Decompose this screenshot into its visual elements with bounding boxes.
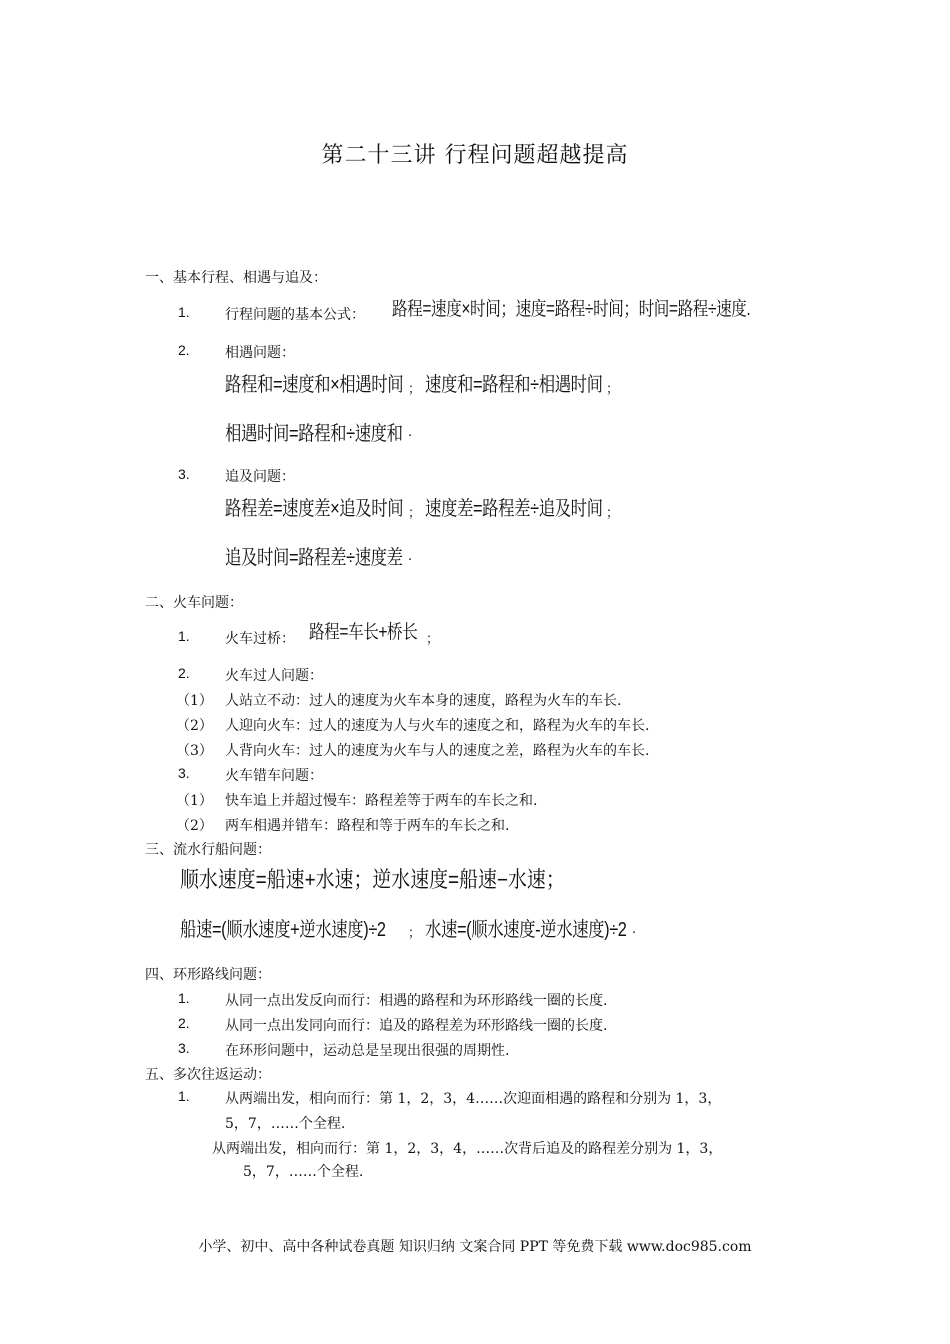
list-item: 从同一点出发同向而行：追及的路程差为环形路线一圈的长度. [225, 1018, 608, 1034]
meet-formula-2: 速度和=路程和÷相遇时间 [425, 374, 603, 396]
s2-item3-label: 火车错车问题： [225, 768, 323, 784]
s2-item2-number: 2. [178, 665, 190, 681]
s1-basic-formula: 路程=速度×时间；速度=路程÷时间；时间=路程÷速度. [392, 299, 751, 320]
sub-text: 快车追上并超过慢车：路程差等于两车的车长之和. [225, 793, 538, 809]
s2-item1-label: 火车过桥： [225, 631, 295, 647]
page-title: 第二十三讲 行程问题超越提高 [321, 143, 629, 168]
section-2-heading: 二、火车问题： [145, 595, 243, 611]
chase-formula-1: 路程差=速度差×追及时间 [225, 498, 404, 520]
sub-number: （2） [176, 818, 213, 834]
stream-formula-2: 船速=(顺水速度+逆水速度)÷2 [180, 919, 386, 941]
sub-text: 人迎向火车：过人的速度为人与火车的速度之和，路程为火车的车长. [225, 718, 650, 734]
chase-sep-1: ； [408, 506, 422, 521]
chase-end: . [408, 549, 413, 564]
chase-formula-3: 追及时间=路程差÷速度差 [225, 547, 403, 569]
section-1-heading: 一、基本行程、相遇与追及： [145, 270, 327, 286]
sub-text: 人站立不动：过人的速度为火车本身的速度，路程为火车的车长. [225, 693, 622, 709]
sub-text: 人背向火车：过人的速度为火车与人的速度之差，路程为火车的车长. [225, 743, 650, 759]
s1-item3-label: 追及问题： [225, 469, 295, 485]
meet-end: . [408, 425, 413, 440]
s1-item2-label: 相遇问题： [225, 345, 295, 361]
s5-item1-line1: 从两端出发，相向而行：第 1，2，3，4……次迎面相遇的路程和分别为 1，3， [225, 1091, 722, 1107]
meet-formula-3: 相遇时间=路程和÷速度和 [225, 423, 403, 445]
section-3-heading: 三、流水行船问题： [145, 842, 271, 858]
sub-number: （2） [176, 718, 213, 734]
chase-sep-2: ； [606, 506, 620, 521]
chase-formula-2: 速度差=路程差÷追及时间 [425, 498, 603, 520]
s5-para2-line2: 5，7，……个全程. [243, 1164, 364, 1180]
train-bridge-formula: 路程=车长+桥长 [309, 622, 418, 643]
s1-item1-label: 行程问题的基本公式： [225, 307, 365, 323]
meet-sep-1: ； [408, 382, 422, 397]
meet-sep-2: ； [606, 382, 620, 397]
s2-item1-number: 1. [178, 628, 190, 644]
s1-item2-number: 2. [178, 342, 190, 358]
section-5-heading: 五、多次往返运动： [145, 1067, 271, 1083]
stream-end: . [632, 922, 637, 937]
s2-item2-label: 火车过人问题： [225, 668, 323, 684]
s5-item1-line2: 5，7，……个全程. [225, 1116, 346, 1132]
list-item: 从同一点出发反向而行：相遇的路程和为环形路线一圈的长度. [225, 993, 608, 1009]
sub-text: 两车相遇并错车：路程和等于两车的车长之和. [225, 818, 510, 834]
sub-number: （1） [176, 793, 213, 809]
s1-item1-number: 1. [178, 304, 190, 320]
meet-formula-1: 路程和=速度和×相遇时间 [225, 374, 404, 396]
list-number: 3. [178, 1040, 190, 1056]
section-4-heading: 四、环形路线问题： [145, 967, 271, 983]
page-footer: 小学、初中、高中各种试卷真题 知识归纳 文案合同 PPT 等免费下载 www.doc985.com [198, 1239, 752, 1255]
s5-item1-number: 1. [178, 1088, 190, 1104]
stream-sep: ； [408, 926, 422, 941]
list-number: 1. [178, 990, 190, 1006]
stream-formula-1: 顺水速度=船速+水速；逆水速度=船速−水速； [180, 867, 565, 892]
list-number: 2. [178, 1015, 190, 1031]
list-item: 在环形问题中，运动总是呈现出很强的周期性. [225, 1043, 510, 1059]
sub-number: （1） [176, 693, 213, 709]
train-bridge-end: ； [426, 632, 440, 647]
s2-item3-number: 3. [178, 765, 190, 781]
sub-number: （3） [176, 743, 213, 759]
stream-formula-3: 水速=(顺水速度-逆水速度)÷2 [425, 919, 627, 941]
s1-item3-number: 3. [178, 466, 190, 482]
s5-para2-line1: 从两端出发，相向而行：第 1，2，3，4，……次背后追及的路程差分别为 1，3， [212, 1141, 723, 1157]
